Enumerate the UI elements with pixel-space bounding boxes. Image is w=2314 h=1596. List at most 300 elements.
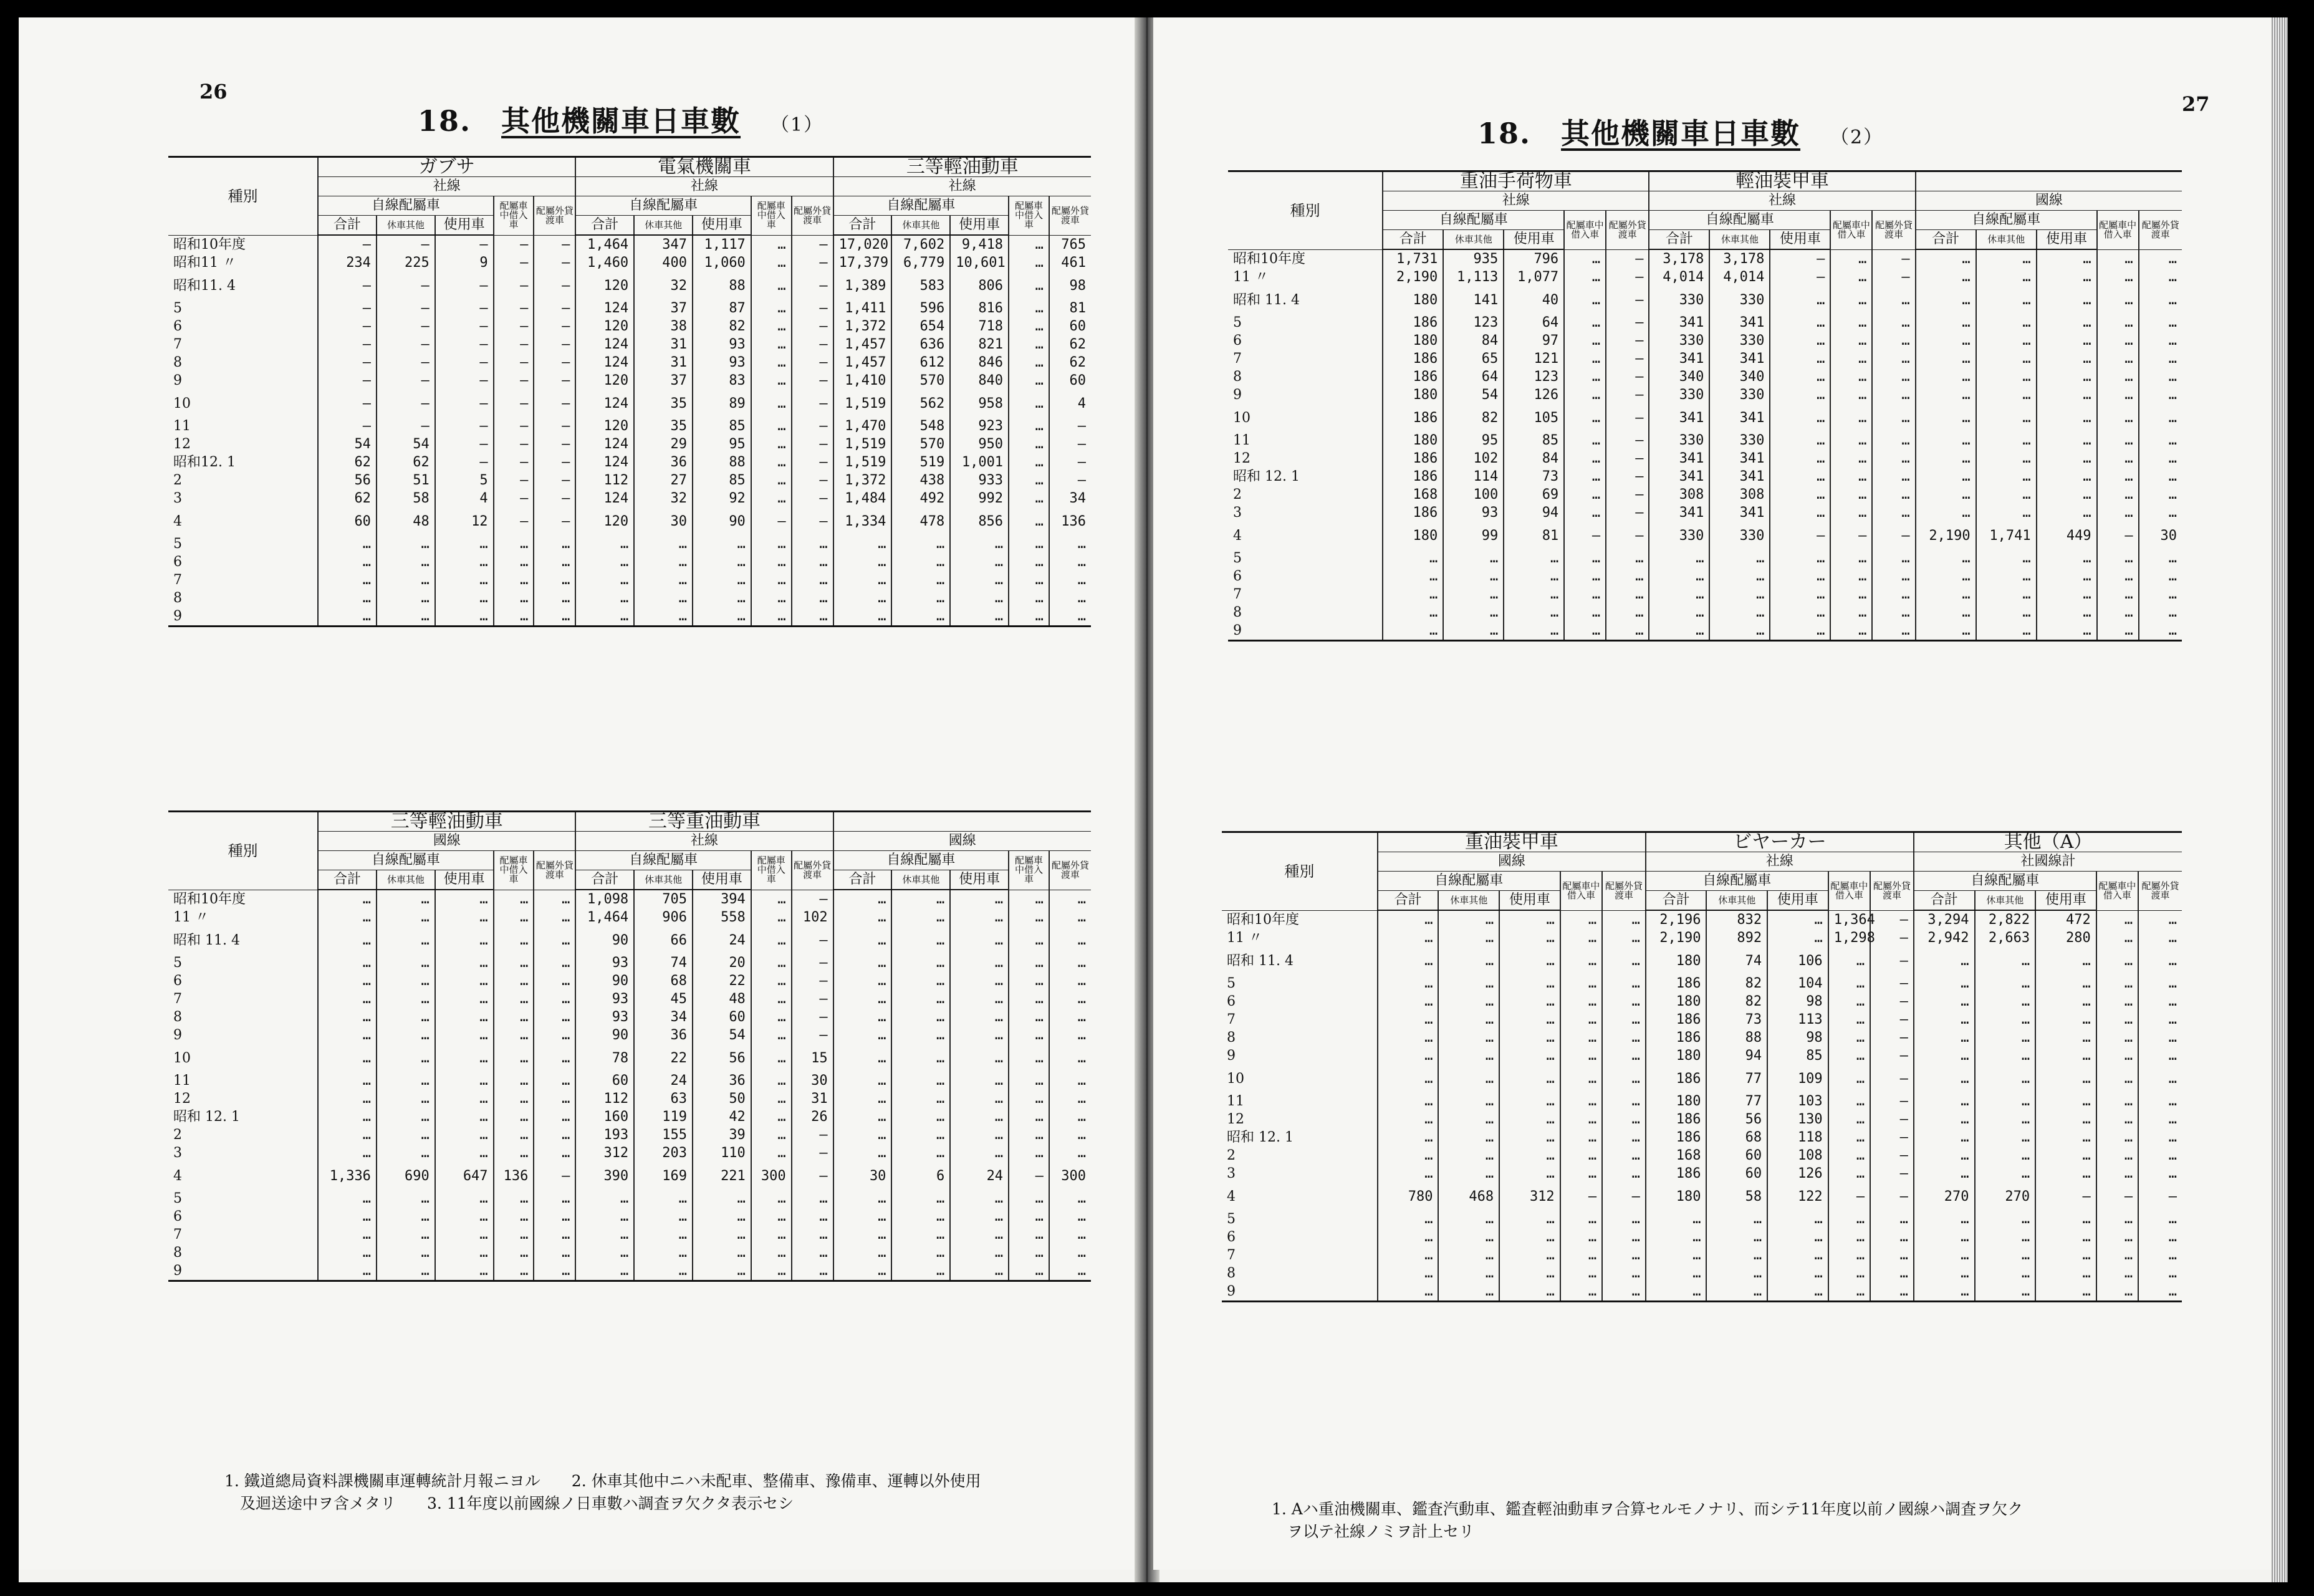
data-cell: …	[2037, 332, 2097, 350]
col-idle: 休車其他	[1438, 891, 1499, 911]
data-cell: 280	[2035, 929, 2096, 947]
table-row	[1222, 993, 2182, 1011]
table-row	[1228, 603, 2182, 622]
table-row	[168, 235, 1091, 254]
data-cell: …	[1709, 603, 1770, 622]
data-cell: —	[435, 317, 494, 335]
table-row	[168, 1108, 1091, 1126]
data-cell: …	[1872, 404, 1915, 431]
data-cell: …	[1916, 386, 1976, 404]
data-cell: 958	[950, 390, 1009, 417]
data-cell: 9,418	[950, 235, 1009, 254]
data-cell: …	[534, 1008, 575, 1026]
data-cell: 82	[1706, 993, 1767, 1011]
col-total: 合計	[1378, 891, 1439, 911]
data-cell: …	[1602, 910, 1646, 929]
row-label: 昭和11. 4	[173, 277, 236, 294]
data-cell: 82	[1706, 974, 1767, 993]
data-cell: …	[751, 1108, 792, 1126]
data-cell: …	[751, 335, 792, 353]
data-cell: …	[1646, 1246, 1707, 1264]
self-line-header: 自線配屬車	[1383, 211, 1564, 230]
data-cell: 816	[950, 299, 1009, 317]
title-number: 18.	[1477, 117, 1532, 150]
data-cell: …	[2139, 286, 2182, 314]
data-cell: 94	[1504, 504, 1564, 522]
data-cell: 330	[1649, 332, 1709, 350]
data-cell: …	[1009, 1190, 1049, 1208]
data-cell: …	[1976, 404, 2037, 431]
data-cell: …	[1870, 1228, 1914, 1246]
data-cell: 17,020	[833, 235, 892, 254]
data-cell: …	[751, 435, 792, 453]
data-cell: 203	[634, 1144, 693, 1162]
data-cell: …	[1976, 549, 2037, 567]
data-cell: …	[1976, 603, 2037, 622]
row-header-label: 種別	[1228, 171, 1383, 250]
data-cell: …	[751, 908, 792, 926]
data-cell: …	[1914, 1264, 1975, 1282]
data-cell: …	[1770, 504, 1830, 522]
data-cell: …	[318, 589, 377, 607]
data-cell: …	[435, 972, 494, 990]
data-cell: —	[1870, 1110, 1914, 1128]
data-cell: 180	[1383, 431, 1443, 449]
data-cell: 34	[1049, 489, 1091, 507]
data-cell: —	[1606, 286, 1649, 314]
data-cell: —	[792, 972, 833, 990]
data-cell: 83	[693, 372, 751, 390]
data-cell: …	[792, 589, 833, 607]
table-row	[168, 1008, 1091, 1026]
data-cell: 3,294	[1914, 910, 1975, 929]
data-cell: 186	[1646, 974, 1707, 993]
data-cell: …	[494, 1226, 534, 1244]
data-cell: …	[1499, 1264, 1560, 1282]
data-cell: …	[1009, 571, 1049, 589]
data-cell: —	[792, 1144, 833, 1162]
data-cell: …	[1914, 1047, 1975, 1065]
data-cell: 64	[1504, 314, 1564, 332]
table-row	[1228, 286, 2182, 314]
data-cell: —	[1606, 504, 1649, 522]
data-cell: …	[751, 1190, 792, 1208]
data-cell: …	[2037, 486, 2097, 504]
data-cell: …	[377, 1126, 435, 1144]
table-row	[168, 254, 1091, 272]
data-cell: —	[792, 272, 833, 299]
data-cell: …	[891, 589, 950, 607]
data-cell: …	[1378, 1264, 1439, 1282]
data-cell: …	[2138, 1147, 2182, 1165]
data-cell: …	[575, 589, 634, 607]
data-cell: 85	[693, 471, 751, 489]
data-cell: —	[1606, 431, 1649, 449]
col-total: 合計	[1383, 230, 1443, 250]
data-cell: …	[693, 553, 751, 571]
data-cell: …	[1009, 990, 1049, 1008]
row-label: 9	[168, 607, 318, 627]
table-row	[1222, 974, 2182, 993]
data-cell: …	[1916, 549, 1976, 567]
data-cell: …	[2096, 1246, 2138, 1264]
data-cell: …	[377, 607, 435, 627]
col-used: 使用車	[693, 870, 751, 890]
table-row	[168, 990, 1091, 1008]
data-cell: …	[1767, 910, 1828, 929]
data-cell: …	[1602, 974, 1646, 993]
data-cell: 121	[1504, 350, 1564, 368]
data-cell: …	[1709, 622, 1770, 641]
data-cell: 180	[1383, 332, 1443, 350]
data-cell: —	[1770, 249, 1830, 268]
table-row	[1228, 368, 2182, 386]
line-name: 國線	[1378, 852, 1646, 872]
data-cell: …	[575, 1226, 634, 1244]
table-row	[168, 489, 1091, 507]
data-cell: …	[1767, 1210, 1828, 1228]
data-cell: …	[1443, 622, 1504, 641]
col-used: 使用車	[1767, 891, 1828, 911]
data-cell: 120	[575, 372, 634, 390]
col-total: 合計	[318, 216, 377, 236]
data-cell: …	[1049, 1026, 1091, 1044]
data-cell: 341	[1709, 314, 1770, 332]
data-cell: …	[1009, 1126, 1049, 1144]
data-cell: …	[1602, 1128, 1646, 1147]
title-part: （1）	[771, 114, 824, 136]
self-line-header: 自線配屬車	[318, 196, 493, 216]
data-cell: …	[377, 908, 435, 926]
data-cell: …	[1564, 622, 1606, 641]
data-cell: …	[377, 1244, 435, 1262]
data-cell: …	[2037, 404, 2097, 431]
data-cell: …	[1438, 1228, 1499, 1246]
data-cell: …	[534, 535, 575, 553]
data-cell: 330	[1649, 386, 1709, 404]
data-cell: …	[2138, 947, 2182, 974]
data-cell: —	[1870, 1047, 1914, 1065]
data-cell: …	[2037, 549, 2097, 567]
data-cell: …	[1378, 1246, 1439, 1264]
data-cell: —	[792, 1008, 833, 1026]
data-cell: …	[377, 1144, 435, 1162]
data-cell: —	[2035, 1183, 2096, 1210]
data-cell: …	[2097, 332, 2139, 350]
data-cell: —	[534, 390, 575, 417]
data-cell: …	[1009, 272, 1049, 299]
data-cell: …	[435, 890, 494, 908]
data-cell: 93	[575, 954, 634, 972]
data-cell: …	[1438, 1264, 1499, 1282]
data-cell: —	[534, 272, 575, 299]
data-cell: …	[1499, 1047, 1560, 1065]
row-label: 昭和10年度	[173, 236, 246, 252]
data-cell: —	[377, 299, 435, 317]
data-cell: —	[534, 435, 575, 453]
data-cell: …	[1564, 404, 1606, 431]
data-cell: 341	[1649, 350, 1709, 368]
table-row	[168, 1072, 1091, 1090]
table-body	[168, 235, 1091, 627]
data-cell: …	[1438, 1147, 1499, 1165]
data-cell: …	[1767, 1246, 1828, 1264]
data-cell: 330	[1709, 332, 1770, 350]
data-cell: …	[1499, 929, 1560, 947]
data-cell: …	[377, 1044, 435, 1072]
col-idle: 休車其他	[1976, 230, 2037, 250]
data-cell: …	[1914, 1029, 1975, 1047]
line-name: 社線	[318, 177, 575, 196]
data-cell: …	[1976, 286, 2037, 314]
line-name: 國線	[1916, 191, 2182, 211]
col-idle: 休車其他	[1443, 230, 1504, 250]
data-cell: …	[377, 990, 435, 1008]
data-cell: …	[1975, 974, 2036, 993]
data-cell: …	[1499, 1011, 1560, 1029]
data-cell: —	[792, 1162, 833, 1190]
data-cell: —	[534, 372, 575, 390]
data-cell: …	[494, 1026, 534, 1044]
data-cell: 583	[891, 272, 950, 299]
row-label: 5	[1227, 1211, 1236, 1227]
data-cell: 3,178	[1709, 249, 1770, 268]
data-cell: …	[1649, 622, 1709, 641]
table-row	[168, 1044, 1091, 1072]
data-cell: 124	[575, 299, 634, 317]
data-cell: 341	[1709, 468, 1770, 486]
data-cell: …	[318, 972, 377, 990]
data-cell: 32	[634, 272, 693, 299]
data-cell: 141	[1443, 286, 1504, 314]
data-cell: …	[1009, 1090, 1049, 1108]
data-cell: …	[1602, 1011, 1646, 1029]
data-cell: —	[1870, 929, 1914, 947]
col-idle: 休車其他	[1706, 891, 1767, 911]
table-right-top	[1228, 170, 2182, 642]
data-cell: …	[950, 1026, 1009, 1044]
data-cell: 60	[1049, 317, 1091, 335]
data-cell: …	[1049, 908, 1091, 926]
data-cell: 1,410	[833, 372, 892, 390]
data-cell: 2,822	[1975, 910, 2036, 929]
data-cell: …	[2097, 549, 2139, 567]
data-cell: …	[2097, 286, 2139, 314]
data-cell: —	[2097, 522, 2139, 549]
group-name: ガブサ	[318, 157, 575, 177]
data-cell: …	[833, 1262, 892, 1281]
data-cell: —	[534, 507, 575, 535]
data-cell: …	[1606, 549, 1649, 567]
data-cell: …	[2139, 468, 2182, 486]
data-cell: …	[1564, 314, 1606, 332]
data-cell: …	[1499, 974, 1560, 993]
data-cell: 105	[1504, 404, 1564, 431]
data-cell: …	[1049, 1072, 1091, 1090]
data-cell: …	[950, 1144, 1009, 1162]
data-cell: …	[751, 317, 792, 335]
data-cell: …	[1976, 585, 2037, 603]
data-cell: —	[534, 489, 575, 507]
data-cell: …	[751, 489, 792, 507]
row-label: 8	[1227, 1030, 1236, 1046]
data-cell: —	[534, 453, 575, 471]
data-cell: 62	[377, 453, 435, 471]
data-cell: …	[318, 1044, 377, 1072]
data-cell: …	[792, 1208, 833, 1226]
data-cell: …	[1916, 404, 1976, 431]
data-cell: 1,741	[1976, 522, 2037, 549]
data-cell: —	[792, 489, 833, 507]
data-cell: …	[494, 908, 534, 926]
data-cell: …	[2096, 1147, 2138, 1165]
data-cell: 180	[1646, 1183, 1707, 1210]
table-row	[1222, 929, 2182, 947]
row-label: 8	[1233, 605, 1242, 620]
data-cell: —	[1606, 368, 1649, 386]
table-row	[1222, 1047, 2182, 1065]
data-cell: …	[494, 1126, 534, 1144]
data-cell: …	[751, 471, 792, 489]
data-cell: …	[2037, 314, 2097, 332]
data-cell: …	[891, 926, 950, 954]
data-cell: 705	[634, 890, 693, 908]
row-label: 7	[173, 337, 182, 352]
data-cell: —	[792, 990, 833, 1008]
data-cell: …	[494, 1008, 534, 1026]
data-cell: 136	[494, 1162, 534, 1190]
data-cell: …	[891, 1126, 950, 1144]
table-body	[1228, 249, 2182, 641]
data-cell: 98	[1049, 272, 1091, 299]
data-cell: 169	[634, 1162, 693, 1190]
row-label: 9	[1228, 622, 1383, 641]
data-cell: 120	[575, 417, 634, 435]
data-cell: 102	[792, 908, 833, 926]
data-cell: …	[1378, 1092, 1439, 1110]
table-body	[168, 890, 1091, 1281]
data-cell: 1,411	[833, 299, 892, 317]
data-cell: 29	[634, 435, 693, 453]
data-cell: 636	[891, 335, 950, 353]
data-cell: …	[2138, 1011, 2182, 1029]
data-cell: …	[1049, 1044, 1091, 1072]
data-cell: —	[318, 235, 377, 254]
data-cell: …	[833, 1244, 892, 1262]
table-row	[1228, 622, 2182, 641]
data-cell: 56	[693, 1044, 751, 1072]
data-cell: …	[1009, 390, 1049, 417]
table-row	[1222, 1029, 2182, 1047]
data-cell: …	[1830, 585, 1872, 603]
data-cell: 1,457	[833, 353, 892, 372]
data-cell: …	[1049, 926, 1091, 954]
data-cell: …	[534, 1190, 575, 1208]
data-cell: …	[2097, 603, 2139, 622]
data-cell: 1,372	[833, 471, 892, 489]
data-cell: 109	[1767, 1065, 1828, 1092]
data-cell: …	[1830, 486, 1872, 504]
row-label: 12	[173, 1091, 191, 1107]
table-row	[1228, 585, 2182, 603]
data-cell: …	[318, 1190, 377, 1208]
data-cell: …	[2035, 947, 2096, 974]
group-name: 其他（A）	[1914, 832, 2182, 852]
data-cell: —	[1870, 974, 1914, 993]
data-cell: …	[494, 571, 534, 589]
data-cell: …	[634, 1190, 693, 1208]
title-number: 18.	[418, 104, 472, 138]
data-cell: …	[833, 553, 892, 571]
data-cell: …	[1499, 910, 1560, 929]
data-cell: 20	[693, 954, 751, 972]
data-cell: 438	[891, 471, 950, 489]
data-cell: …	[891, 890, 950, 908]
data-cell: 6	[891, 1162, 950, 1190]
self-line-header: 自線配屬車	[318, 851, 493, 870]
data-cell: …	[891, 1108, 950, 1126]
data-cell: …	[1602, 1246, 1646, 1264]
data-cell: …	[1009, 954, 1049, 972]
data-cell: …	[891, 954, 950, 972]
data-cell: …	[318, 553, 377, 571]
data-cell: …	[2138, 974, 2182, 993]
data-cell: …	[435, 990, 494, 1008]
data-cell: …	[1870, 1282, 1914, 1302]
row-label: 9	[1233, 387, 1242, 403]
title-text: 其他機關車日車數	[1561, 117, 1801, 150]
data-cell: 63	[634, 1090, 693, 1108]
data-cell: …	[833, 908, 892, 926]
row-label: 4	[1227, 1188, 1236, 1204]
data-cell: …	[1378, 1147, 1439, 1165]
row-label: 7	[173, 991, 182, 1007]
data-cell: …	[1049, 1090, 1091, 1108]
row-label: 12	[173, 436, 191, 452]
data-cell: —	[792, 335, 833, 353]
data-cell: 12	[435, 507, 494, 535]
data-cell: …	[1378, 1047, 1439, 1065]
data-cell: …	[1828, 1282, 1870, 1302]
data-cell: …	[1049, 972, 1091, 990]
data-cell: 124	[575, 390, 634, 417]
table-left-bottom	[168, 810, 1091, 1282]
data-cell: …	[575, 1208, 634, 1226]
data-cell: …	[833, 990, 892, 1008]
data-cell: 300	[751, 1162, 792, 1190]
data-cell: 106	[1767, 947, 1828, 974]
group-name: 重油手荷物車	[1383, 171, 1649, 191]
col-borrowed: 配屬車中借入車	[494, 196, 534, 236]
data-cell: 341	[1649, 404, 1709, 431]
data-cell: 124	[575, 435, 634, 453]
data-cell: …	[2037, 603, 2097, 622]
data-cell: —	[1870, 1128, 1914, 1147]
data-cell: 78	[575, 1044, 634, 1072]
right-page	[1153, 17, 2288, 1570]
table-row	[1222, 1165, 2182, 1183]
row-label: 6	[1233, 569, 1242, 584]
data-cell: …	[2037, 386, 2097, 404]
data-cell: 30	[833, 1162, 892, 1190]
data-cell: 1,519	[833, 435, 892, 453]
data-cell: …	[494, 954, 534, 972]
data-cell: 136	[1049, 507, 1091, 535]
data-cell: 647	[435, 1162, 494, 1190]
data-cell: …	[1828, 1128, 1870, 1147]
data-cell: …	[1830, 549, 1872, 567]
data-cell: …	[1975, 1282, 2036, 1302]
